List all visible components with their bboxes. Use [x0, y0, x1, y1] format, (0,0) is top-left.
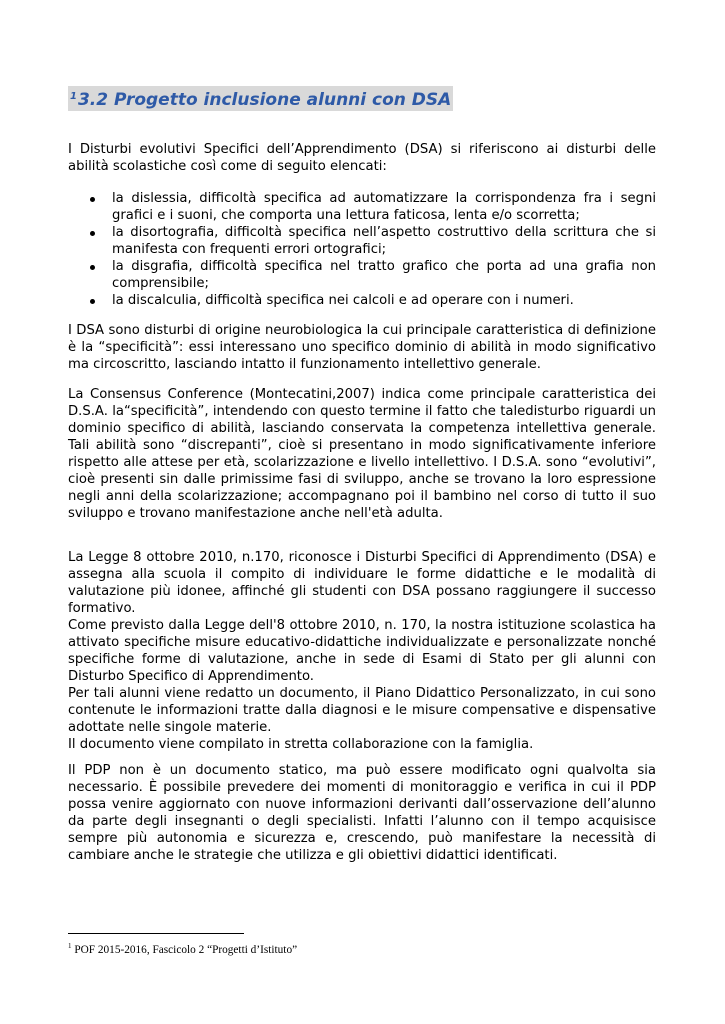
footnote-reference: 1: [70, 91, 77, 102]
origin-block: [68, 322, 656, 373]
footnote-text: POF 2015-2016, Fascicolo 2 “Progetti d’Istituto”: [74, 944, 298, 956]
footnote-number: 1: [68, 942, 72, 950]
pdp-block: [68, 762, 656, 864]
list-item-disortografia: la disortografia, difficoltà specifica nell’aspetto costruttivo della scrittura che si manifesta con frequenti errori ortografici;: [68, 224, 656, 258]
footnote: [68, 939, 297, 957]
intro-paragraph: I Disturbi evolutivi Specifici dell’Apprendimento (DSA) si riferiscono ai disturbi delle abilità scolastiche così come di seguito elencati:: [68, 142, 656, 174]
section-heading: [68, 86, 453, 111]
list-item-disgrafia: la disgrafia, difficoltà specifica nel tratto grafico che porta ad una grafia non comprensibile;: [68, 258, 656, 292]
consensus-paragraph: La Consensus Conference (Montecatini,2007) indica come principale caratteristica dei D.S.A. la“specificità”, intendendo con questo termine il fatto che taledisturbo riguardi un dominio specifico di abilità, lasciando conservata la competenza intellettiva generale. Tali abilità sono “discrepanti”, cioè si presentano in modo significativamente inferiore rispetto alle attese per età, scolarizzazione e livello intellettivo. I D.S.A. sono “evolutivi”, cioè presenti sin dalle primissime fasi di sviluppo, anche se trovano la loro espressione negli anni della scolarizzazione; accompagnano poi il bambino nel corso di tutto il suo sviluppo e trovano manifestazione anche nell'età adulta.: [68, 387, 656, 521]
consensus-block: [68, 386, 656, 522]
list-item-dislessia: la dislessia, difficoltà specifica ad automatizzare la corrispondenza fra i segni grafici e i suoni, che comporta una lettura faticosa, lenta e/o scorretta;: [68, 190, 656, 224]
law-paragraph-4: Il documento viene compilato in stretta collaborazione con la famiglia.: [68, 737, 534, 752]
law-paragraph-2: Come previsto dalla Legge dell'8 ottobre 2010, n. 170, la nostra istituzione scolastica ha attivato specifiche misure educativo-didattiche individualizzate e personalizzate nonché specifiche forme di valutazione, anche in sede di Esami di Stato per gli alunni con Disturbo Specifico di Apprendimento.: [68, 618, 656, 684]
law-paragraph-3: Per tali alunni viene redatto un documento, il Piano Didattico Personalizzato, in cui sono contenute le informazioni tratte dalla diagnosi e le misure compensative e dispensative adottate nelle singole materie.: [68, 686, 656, 735]
list-item-discalculia: la discalculia, difficoltà specifica nei calcoli e ad operare con i numeri.: [68, 292, 656, 309]
law-block: [68, 549, 656, 753]
footnote-separator: [68, 933, 244, 934]
intro-block: [68, 141, 656, 175]
dsa-list: [68, 190, 656, 309]
section-title: 3.2 Progetto inclusione alunni con DSA: [77, 90, 452, 110]
law-paragraph-1: La Legge 8 ottobre 2010, n.170, riconosce i Disturbi Specifici di Apprendimento (DSA) e assegna alla scuola il compito di individuare le forme didattiche e le modalità di valutazione più idonee, affinché gli studenti con DSA possano raggiungere il successo formativo.: [68, 550, 656, 616]
dsa-list-block: [68, 190, 656, 309]
origin-paragraph: I DSA sono disturbi di origine neurobiologica la cui principale caratteristica di definizione è la “specificità”: essi interessano uno specifico dominio di abilità in modo significativo ma circoscritto, lasciando intatto il funzionamento intellettivo generale.: [68, 323, 656, 372]
pdp-paragraph: Il PDP non è un documento statico, ma può essere modificato ogni qualvolta sia necessario. È possibile prevedere dei momenti di monitoraggio e verifica in cui il PDP possa venire aggiornato con nuove informazioni derivanti dall’osservazione dell’alunno da parte degli insegnanti o degli specialisti. Infatti l’alunno con il tempo acquisisce sempre più autonomia e sicurezza e, crescendo, può manifestare la necessità di cambiare anche le strategie che utilizza e gli obiettivi didattici identificati.: [68, 763, 656, 863]
